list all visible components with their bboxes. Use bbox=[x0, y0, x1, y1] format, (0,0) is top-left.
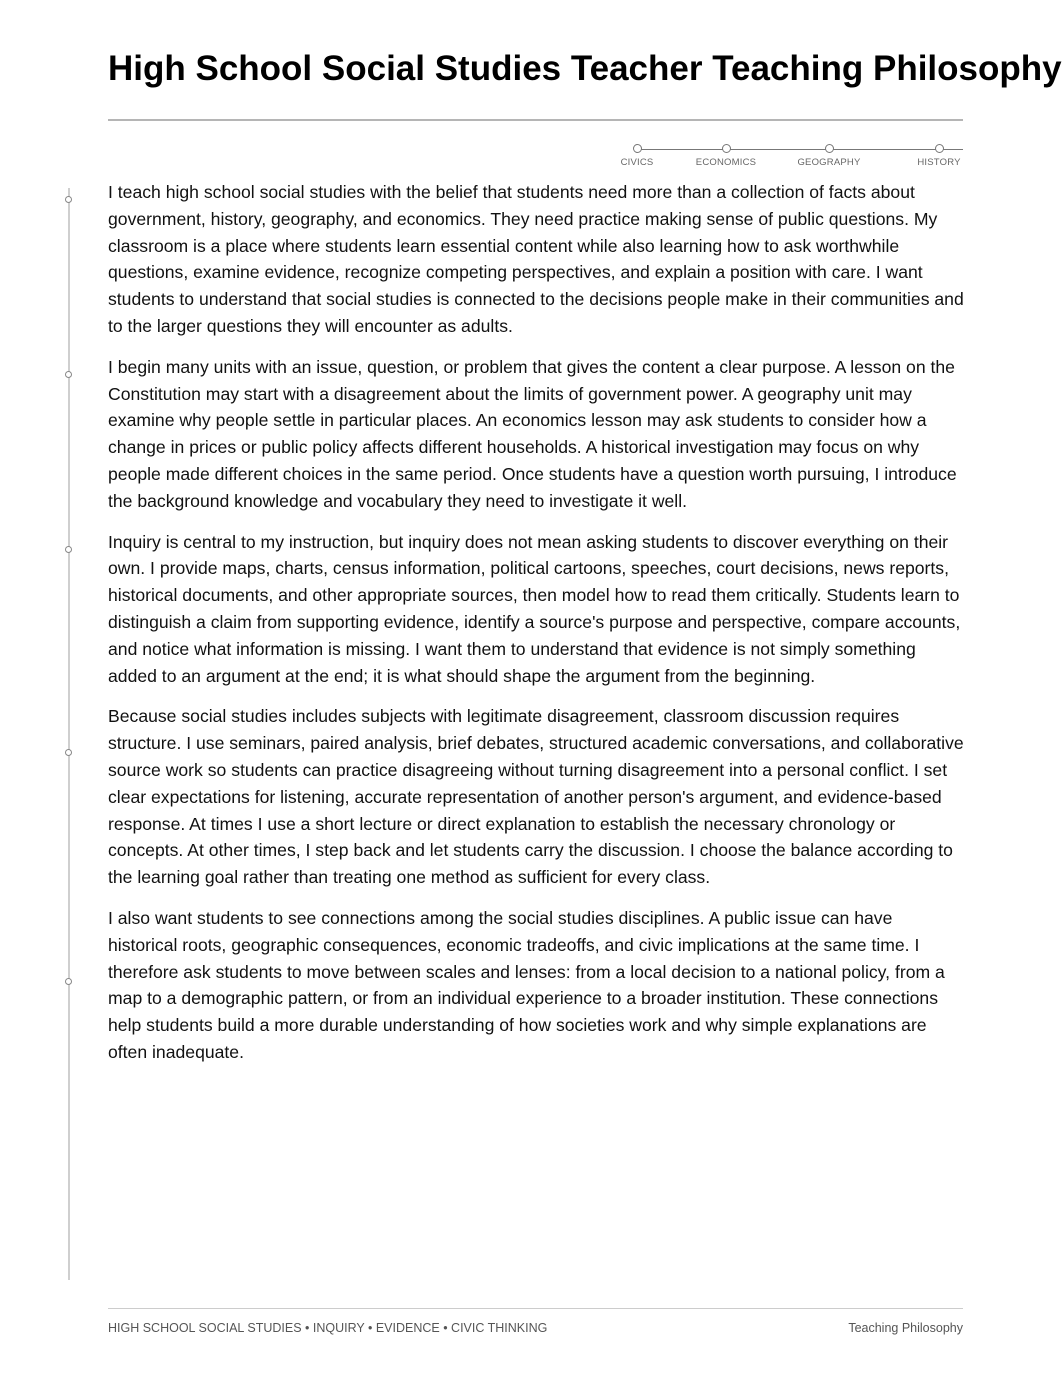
paragraph-marker-icon bbox=[65, 749, 72, 756]
paragraph-discussion: Because social studies includes subjects with legitimate disagreement, classroom discussion requires structure. I use seminars, paired analysis, brief debates, structured academic conversations, and collaborative source work so students can practice disagreeing without turning disagreement into a personal conflict. I set clear expectations for listening, accurate representation of another person's argument, and evidence-based response. At times I use a short lecture or direct explanation to establish the necessary chronology or concepts. At other times, I step back and let students carry the discussion. I choose the balance according to the learning goal rather than treating one method as sufficient for every class. bbox=[108, 706, 964, 888]
paragraph-marker-icon bbox=[65, 978, 72, 985]
topic-strand-timeline bbox=[613, 141, 963, 171]
margin-timeline-line bbox=[68, 188, 70, 1280]
paragraph-connections: I also want students to see connections among the social studies disciplines. A public issue can have historical roots, geographic consequences, economic tradeoffs, and civic implications at the same time. I therefore ask students to move between scales and lenses: from a local decision to a national policy, from a map to a demographic pattern, or from an individual experience to a broader institution. These connections help students build a more durable understanding of how societies work and why simple explanations are often inadequate. bbox=[108, 907, 945, 1062]
page-title: High School Social Studies Teacher Teaching Philosophy bbox=[108, 49, 1062, 88]
paragraph-marker-icon bbox=[65, 371, 72, 378]
topic-label: CIVICS bbox=[620, 157, 654, 168]
circle-marker-icon bbox=[633, 144, 642, 153]
topic-label: GEOGRAPHY bbox=[797, 157, 861, 168]
circle-marker-icon bbox=[825, 144, 834, 153]
topic-label: HISTORY bbox=[917, 157, 961, 168]
footer-doc-label: Teaching Philosophy bbox=[848, 1321, 963, 1335]
circle-marker-icon bbox=[935, 144, 944, 153]
footer-tagline: HIGH SCHOOL SOCIAL STUDIES • INQUIRY • EVIDENCE • CIVIC THINKING bbox=[108, 1321, 548, 1335]
topic-geography bbox=[779, 141, 879, 168]
paragraph-marker-icon bbox=[65, 196, 72, 203]
topic-economics bbox=[676, 141, 776, 168]
philosophy-body bbox=[108, 179, 964, 1080]
paragraph-unit-design: I begin many units with an issue, question, or problem that gives the content a clear purpose. A lesson on the Constitution may start with a disagreement about the limits of government power. A geography unit may examine why people settle in particular places. An economics lesson may ask students to consider how a change in prices or public policy affects different households. A historical investigation may focus on why people made different choices in the same period. Once students have a question worth pursuing, I introduce the background knowledge and vocabulary they need to investigate it well. bbox=[108, 356, 957, 511]
topic-history bbox=[889, 141, 989, 168]
circle-marker-icon bbox=[722, 144, 731, 153]
topic-label: ECONOMICS bbox=[695, 157, 757, 168]
paragraph-content-purpose: I teach high school social studies with the belief that students need more than a collection of facts about government, history, geography, and economics. They need practice making sense of public questions. My classroom is a place where students learn essential content while also learning how to ask worthwhile questions, examine evidence, recognize competing perspectives, and explain a position with care. I want students to understand that social studies is connected to the decisions people make in their communities and to the larger questions they will encounter as adults. bbox=[108, 182, 964, 336]
paragraph-inquiry: Inquiry is central to my instruction, but inquiry does not mean asking students to discover everything on their own. I provide maps, charts, census information, political cartoons, speeches, court decisions, news reports, historical documents, and other appropriate sources, then model how to read them critically. Students learn to distinguish a claim from supporting evidence, identify a source's purpose and perspective, compare accounts, and notice what information is missing. I want them to understand that evidence is not simply something added to an argument at the end; it is what should shape the argument from the beginning. bbox=[108, 531, 961, 686]
topic-civics bbox=[587, 141, 687, 168]
paragraph-marker-icon bbox=[65, 546, 72, 553]
footer-divider bbox=[108, 1308, 963, 1309]
title-divider bbox=[108, 119, 963, 121]
